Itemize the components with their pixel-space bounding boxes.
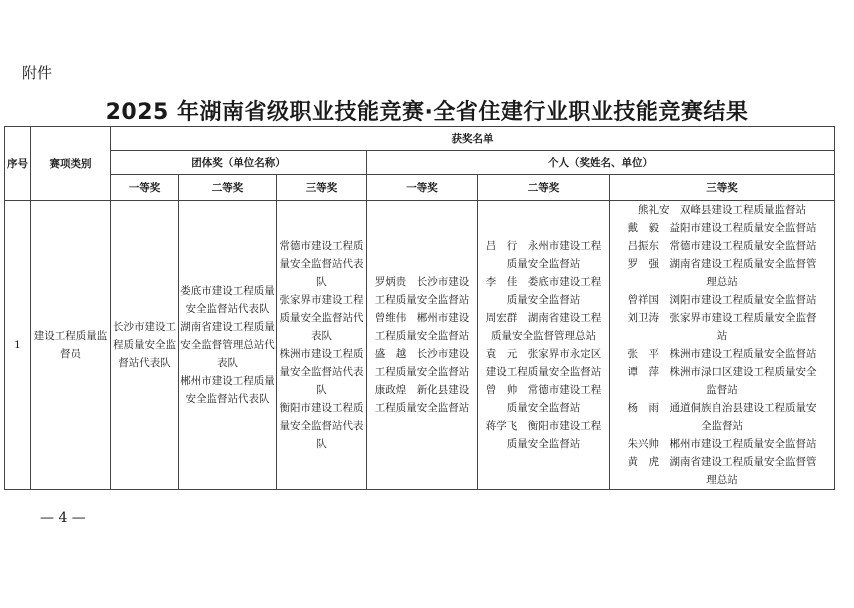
team-first-prize: 长沙市建设工程质量安全监督站代表队 [111,201,179,490]
header-ind-third: 三等奖 [610,175,835,201]
individual-first-line: 工程质量安全监督站 [374,366,470,378]
team-third-item: 株洲市建设工程质量安全监督站代表队 [279,348,364,396]
individual-third-line: 张 平 株洲市建设工程质量安全监督站 [627,348,817,360]
individual-third-line: 罗 强 湖南省建设工程质量安全监督管 [627,258,817,270]
attachment-label: 附件 [22,64,53,82]
individual-first-line: 工程质量安全监督站 [374,294,470,306]
team-second-item: 娄底市建设工程质量安全监督站代表队 [180,285,275,315]
header-category: 赛项类别 [31,127,111,201]
individual-third-line: 全监督站 [701,420,744,432]
individual-first-line: 工程质量安全监督站 [374,330,470,342]
individual-second-line: 曾 帅 常德市建设工程 [485,384,602,396]
individual-second-line: 周宏群 湖南省建设工程 [485,312,602,324]
individual-third-line: 吕振东 常德市建设工程质量安全监督站 [627,240,817,252]
team-third-item: 衡阳市建设工程质量安全监督站代表队 [279,402,364,450]
individual-first-line: 工程质量安全监督站 [374,402,470,414]
individual-third-line: 黄 虎 湖南省建设工程质量安全监督管 [627,456,817,468]
individual-second-line: 质量安全监督站 [506,294,581,306]
individual-second-line: 李 佳 娄底市建设工程 [485,276,602,288]
individual-first-prize [367,201,478,490]
individual-second-line: 蒋学飞 衡阳市建设工程 [485,420,602,432]
individual-second-line: 质量安全监督站 [506,438,581,450]
header-team-second: 二等奖 [179,175,277,201]
header-no: 序号 [5,127,31,201]
individual-second-line: 质量安全监督管理总站 [491,330,596,342]
header-ind-first: 一等奖 [367,175,478,201]
individual-first-line: 盛 越 长沙市建设 [374,348,470,360]
individual-third-line: 朱兴帅 郴州市建设工程质量安全监督站 [627,438,817,450]
individual-third-line: 刘卫涛 张家界市建设工程质量安全监督 [627,312,817,324]
page-number: — 4 — [40,510,86,526]
individual-third-line: 杨 雨 通道侗族自治县建设工程质量安 [627,402,817,414]
individual-third-line: 戴 毅 益阳市建设工程质量安全监督站 [627,222,817,234]
individual-second-line: 建设工程质量安全监督站 [485,366,602,378]
individual-third-line: 站 [716,330,728,342]
team-second-item: 郴州市建设工程质量安全监督站代表队 [180,375,275,405]
header-team-third: 三等奖 [277,175,367,201]
individual-third-line: 曾祥国 浏阳市建设工程质量安全监督站 [627,294,817,306]
team-third-prize [277,201,367,490]
row-number: 1 [5,201,31,490]
results-table [4,126,835,490]
team-second-item: 湖南省建设工程质量安全监督管理总站代表队 [180,321,275,369]
individual-first-line: 康政煌 新化县建设 [374,384,470,396]
individual-third-line: 谭 萍 株洲市渌口区建设工程质量安全 [627,366,817,378]
individual-second-line: 吕 行 永州市建设工程 [485,240,602,252]
header-awards: 获奖名单 [111,127,835,151]
individual-first-line: 曾维伟 郴州市建设 [374,312,470,324]
header-team: 团体奖（单位名称） [111,151,367,175]
page-title: 2025 年湖南省级职业技能竞赛·全省住建行业职业技能竞赛结果 [105,100,749,125]
team-third-item: 张家界市建设工程质量安全监督站代表队 [279,294,364,342]
header-ind-second: 二等奖 [478,175,610,201]
individual-second-prize [478,201,610,490]
individual-third-line: 理总站 [706,474,738,486]
individual-second-line: 袁 元 张家界市永定区 [485,348,602,360]
individual-third-prize [610,201,835,490]
individual-second-line: 质量安全监督站 [506,402,581,414]
team-second-prize [179,201,277,490]
individual-second-line: 质量安全监督站 [506,258,581,270]
individual-third-line: 熊礼安 双峰县建设工程质量监督站 [638,204,807,216]
individual-first-line: 罗炳贵 长沙市建设 [374,276,470,288]
individual-third-line: 理总站 [706,276,738,288]
header-team-first: 一等奖 [111,175,179,201]
header-individual: 个人（奖姓名、单位） [367,151,835,175]
individual-third-line: 监督站 [706,384,738,396]
team-third-item: 常德市建设工程质量安全监督站代表队 [279,240,364,288]
row-category: 建设工程质量监督员 [31,201,111,490]
